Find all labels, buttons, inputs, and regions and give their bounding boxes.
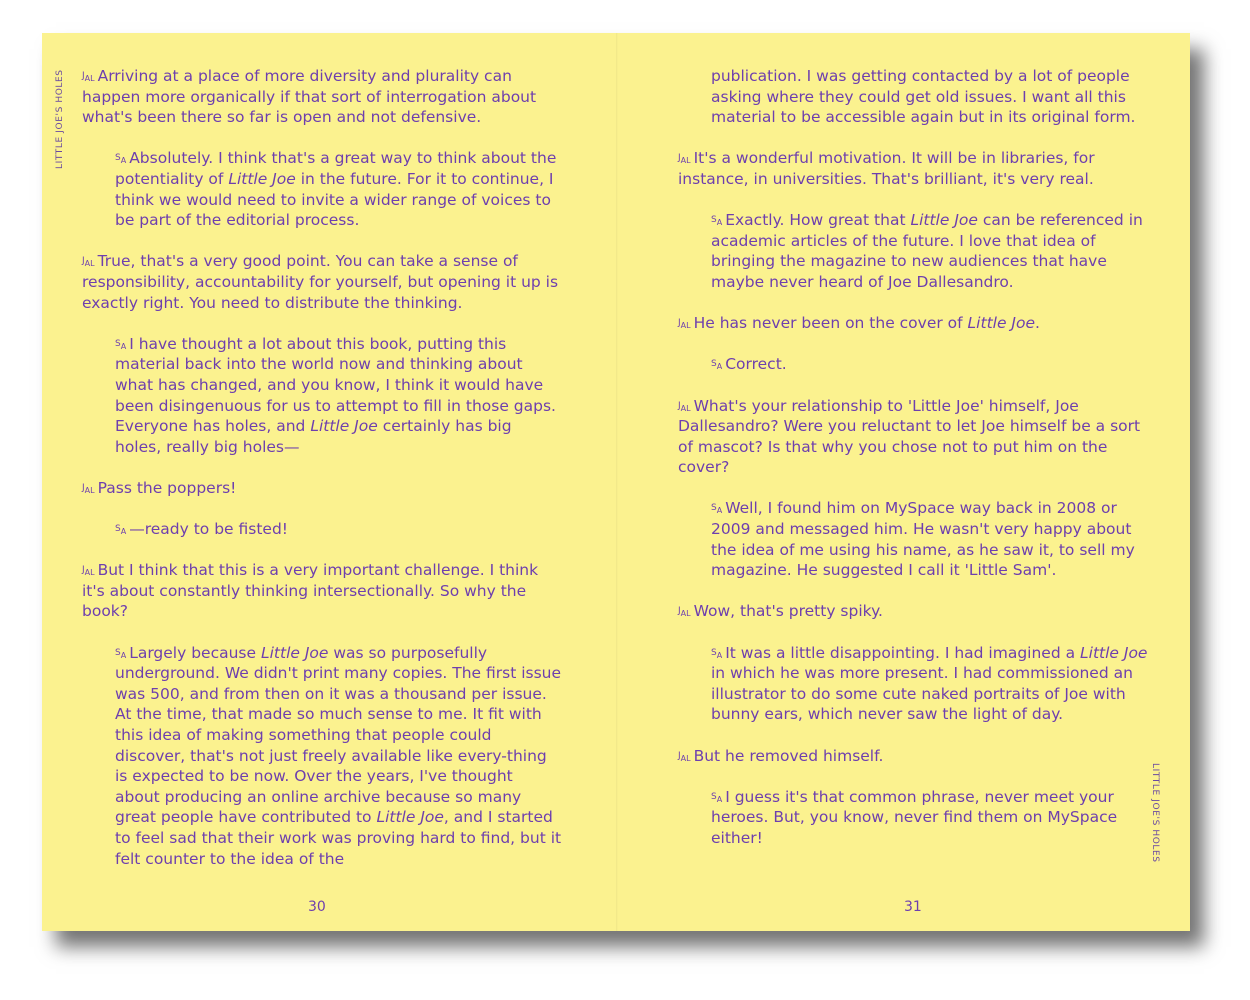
dialogue-paragraph [82, 478, 562, 499]
right-page-text [678, 66, 1153, 869]
paragraph-text: But I think that this is a very important challenge. I think it's about constantly thinking intersectionally. So why the book? [82, 561, 539, 621]
speaker-initials: SA [115, 647, 127, 660]
running-head-right: LITTLE JOE'S HOLES [1150, 763, 1160, 863]
paragraph-text: Exactly. How great that [725, 211, 911, 230]
speaker-initials: SA [711, 647, 723, 660]
paragraph-text: I have thought a lot about this book, putting this material back into the world now and thinking about what has changed, and you know, I think it would have been disingenuous for us to attempt to fill in those gaps. Everyone has holes, and [115, 334, 556, 436]
book-gutter [616, 33, 618, 931]
paragraph-text: Well, I found him on MySpace way back in 2008 or 2009 and messaged him. He wasn't very happy about the idea of me using his name, as he saw it, to sell my magazine. He suggested I call it 'Little Sam'. [711, 499, 1135, 580]
dialogue-paragraph [711, 66, 1153, 128]
paragraph-text: What's your relationship to 'Little Joe' himself, Joe Dallesandro? Were you reluctant to let Joe himself be a sort of mascot? Is that why you chose not to put him on the cover? [678, 396, 1141, 477]
speaker-initials: SA [115, 153, 127, 166]
italic-title: Little Joe [228, 169, 296, 188]
italic-title: Little Joe [376, 808, 444, 827]
dialogue-paragraph [711, 354, 1153, 375]
italic-title: Little Joe [260, 643, 329, 662]
italic-title: Little Joe [967, 314, 1036, 333]
paragraph-text: in which he was more present. I had commissioned an illustrator to do some cute naked portraits of Joe with bunny ears, which never saw the light of day. [711, 664, 1133, 724]
page-number-right: 31 [904, 899, 922, 915]
dialogue-paragraph [115, 643, 562, 870]
speaker-initials: SA [711, 503, 723, 516]
speaker-initials: SA [115, 524, 127, 537]
paragraph-text: was so purposefully underground. We didn't print many copies. The first issue was 500, and from then on it was a thousand per issue. At the time, that made so much sense to me. It fit with this idea of making something that people could discover, that's not just freely available like every-thing is expected to be now. Over the years, I've thought about producing an online archive because so many great people have contributed to [115, 643, 562, 827]
dialogue-paragraph [115, 334, 562, 458]
book-spread [42, 33, 1190, 931]
dialogue-paragraph [678, 396, 1153, 478]
paragraph-text: It's a wonderful motivation. It will be in libraries, for instance, in universities. That's brilliant, it's very real. [678, 149, 1095, 188]
paragraph-text: —ready to be fisted! [129, 520, 289, 539]
dialogue-paragraph [711, 643, 1153, 725]
paragraph-text: Arriving at a place of more diversity and plurality can happen more organically if that sort of interrogation about what's been there so far is open and not defensive. [82, 67, 537, 127]
speaker-initials: JAL [82, 256, 95, 269]
paragraph-text: Absolutely. I think that's a great way to think about the potentiality of [115, 149, 557, 188]
dialogue-paragraph [115, 148, 562, 230]
paragraph-text: True, that's a very good point. You can take a sense of responsibility, accountability for yourself, but opening it up is exactly right. You need to distribute the thinking. [82, 252, 559, 312]
speaker-initials: JAL [678, 750, 691, 763]
italic-title: Little Joe [910, 211, 978, 230]
dialogue-paragraph [678, 313, 1153, 334]
paragraph-text: He has never been on the cover of [693, 314, 968, 333]
dialogue-paragraph [82, 560, 562, 622]
speaker-initials: JAL [678, 400, 691, 413]
dialogue-paragraph [82, 66, 562, 128]
dialogue-paragraph [711, 210, 1153, 292]
dialogue-paragraph [678, 601, 1153, 622]
paragraph-text: publication. I was getting contacted by a lot of people asking where they could get old issues. I want all this material to be accessible again but in its original form. [711, 67, 1136, 127]
speaker-initials: SA [115, 338, 127, 351]
paragraph-text: It was a little disappointing. I had imagined a [725, 643, 1081, 662]
speaker-initials: JAL [678, 606, 691, 619]
paragraph-text: Pass the poppers! [97, 478, 237, 497]
paragraph-text: in the future. For it to continue, I think we would need to invite a wider range of voices to be part of the editorial process. [115, 169, 554, 230]
speaker-initials: SA [711, 215, 723, 228]
paragraph-text: . [1035, 314, 1040, 333]
paragraph-text: Largely because [129, 643, 261, 662]
speaker-initials: JAL [82, 482, 95, 495]
paragraph-text: Wow, that's pretty spiky. [693, 602, 883, 621]
speaker-initials: SA [711, 359, 723, 372]
dialogue-paragraph [115, 519, 562, 540]
italic-title: Little Joe [310, 417, 378, 436]
running-head-left: LITTLE JOE'S HOLES [55, 69, 65, 169]
speaker-initials: JAL [678, 153, 691, 166]
paragraph-text: Correct. [725, 355, 787, 374]
dialogue-paragraph [711, 498, 1153, 580]
italic-title: Little Joe [1080, 643, 1148, 662]
speaker-initials: SA [711, 791, 723, 804]
paragraph-text: can be referenced in academic articles of the future. I love that idea of bringing the magazine to new audiences that have maybe never heard of Joe Dallesandro. [711, 211, 1143, 291]
speaker-initials: JAL [82, 565, 95, 578]
paragraph-text: I guess it's that common phrase, never meet your heroes. But, you know, never find them on MySpace either! [711, 787, 1118, 847]
dialogue-paragraph [82, 251, 562, 313]
speaker-initials: JAL [678, 318, 691, 331]
dialogue-paragraph [678, 746, 1153, 767]
dialogue-paragraph [711, 787, 1153, 849]
speaker-initials: JAL [82, 71, 95, 83]
paragraph-text: But he removed himself. [693, 746, 884, 765]
left-page-text [82, 66, 562, 890]
paragraph-text: , and I started to feel sad that their work was proving hard to find, but it felt counter to the idea of the [115, 808, 562, 868]
paragraph-text: certainly has big holes, really big holes— [115, 417, 512, 456]
dialogue-paragraph [678, 148, 1153, 189]
page-number-left: 30 [308, 899, 326, 915]
